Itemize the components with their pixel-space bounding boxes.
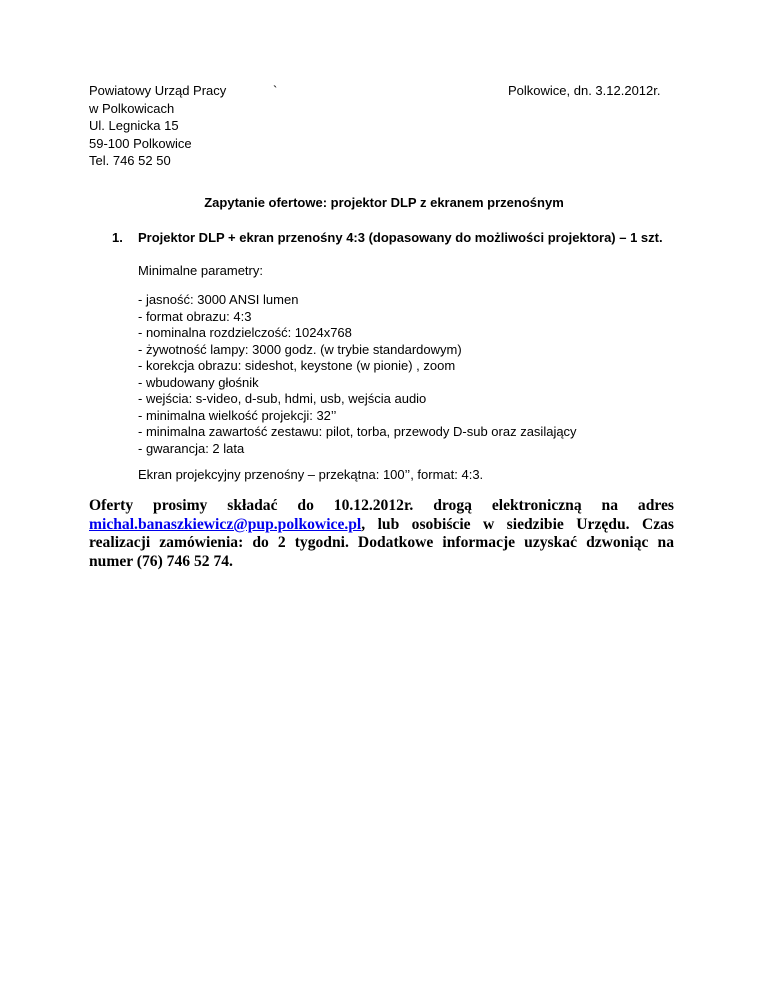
spec-item: - format obrazu: 4:3 (138, 308, 252, 324)
sender-line: Ul. Legnicka 15 (89, 118, 179, 134)
spec-item: - nominalna rozdzielczość: 1024x768 (138, 325, 352, 340)
sender-line: Powiatowy Urząd Pracy (89, 83, 227, 98)
spec-item: - korekcja obrazu: sideshot, keystone (w pionie) , zoom (138, 358, 456, 373)
min-params-label: Minimalne parametry: (138, 263, 263, 278)
item-heading (112, 229, 663, 246)
spec-item: - minimalna wielkość projekcji: 32’’ (138, 407, 337, 423)
closing-text-part2: , lub osobiście w siedzibie Urzędu. Czas realizacji zamówienia: do 2 tygodni. Dodatkowe informacje uzyskać dzwoniąc na numer (76) 746 52 74. (89, 515, 674, 570)
sender-line: 59-100 Polkowice (89, 135, 192, 151)
email-link[interactable]: michal.banaszkiewicz@pup.polkowice.pl (89, 515, 362, 533)
item-number: 1. (112, 230, 123, 245)
document-title: Zapytanie ofertowe: projektor DLP z ekranem przenośnym (204, 195, 564, 210)
spec-item: - gwarancja: 2 lata (138, 440, 245, 456)
closing-text-part1: Oferty prosimy składać do 10.12.2012r. drogą elektroniczną na adres (89, 497, 674, 514)
spec-item: - jasność: 3000 ANSI lumen (138, 292, 299, 307)
spec-list (138, 292, 577, 457)
place-date: Polkowice, dn. 3.12.2012r. (508, 83, 661, 98)
item-text: Projektor DLP + ekran przenośny 4:3 (dopasowany do możliwości projektora) – 1 szt. (138, 230, 663, 245)
spec-item: - minimalna zawartość zestawu: pilot, torba, przewody D-sub oraz zasilający (138, 424, 577, 439)
sender-address (89, 82, 226, 170)
spec-item: - wbudowany głośnik (138, 374, 259, 390)
sender-line: Tel. 746 52 50 (89, 153, 171, 169)
stray-backtick: ` (273, 83, 278, 98)
sender-line: w Polkowicach (89, 100, 175, 116)
closing-paragraph (89, 497, 674, 571)
spec-item: - wejścia: s-video, d-sub, hdmi, usb, wejścia audio (138, 391, 427, 406)
spec-item: - żywotność lampy: 3000 godz. (w trybie standardowym) (138, 341, 462, 357)
screen-spec: Ekran projekcyjny przenośny – przekątna: 100’’, format: 4:3. (138, 467, 484, 482)
